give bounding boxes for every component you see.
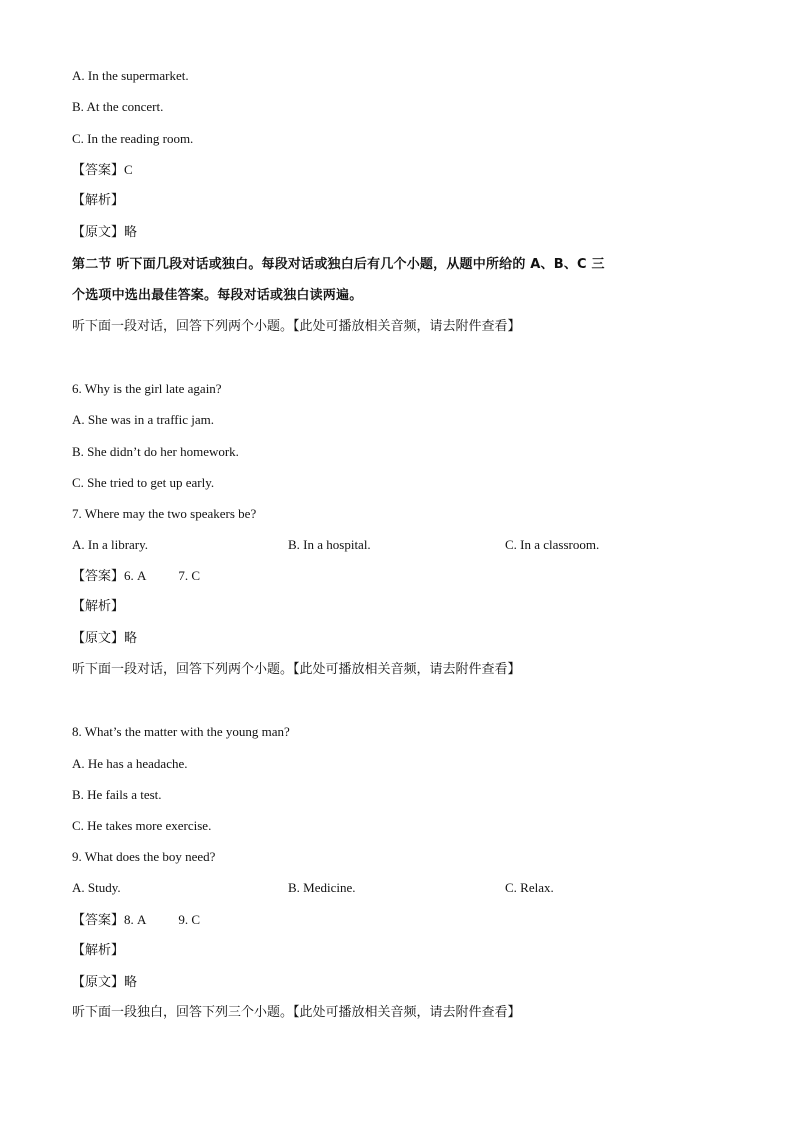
answer-label: 【答案】 [72, 163, 125, 178]
q7-option-a: A. In a library. [72, 537, 149, 552]
answer-label: 【答案】 [72, 913, 125, 928]
analysis-label-q6-7: 【解析】 [72, 599, 125, 614]
original-line-q6-7 [72, 629, 137, 648]
q7-option-b: B. In a hospital. [288, 537, 371, 552]
dialogue1-instruction: 听下面一段对话，回答下列两个小题。【此处可播放相关音频，请去附件查看】 [72, 319, 521, 334]
original-label: 【原文】 [72, 225, 125, 240]
section-heading-line2: 个选项中选出最佳答案。每段对话或独白读两遍。 [72, 288, 363, 303]
answer-value-7: 7. C [178, 568, 201, 583]
original-line-q8-9 [72, 973, 137, 992]
option-c-q5: C. In the reading room. [72, 131, 194, 146]
section-heading-line1: 第二节 听下面几段对话或独白。每段对话或独白后有几个小题，从题中所给的 A、B、C 三 [72, 257, 605, 272]
original-line-q5 [72, 223, 137, 242]
q9-options-row [72, 879, 722, 897]
original-value: 略 [124, 975, 138, 990]
q6-option-a: A. She was in a traffic jam. [72, 412, 214, 427]
original-value: 略 [124, 631, 138, 646]
q7-options-row [72, 536, 722, 554]
analysis-label-q5: 【解析】 [72, 193, 125, 208]
option-a-q5: A. In the supermarket. [72, 68, 189, 83]
original-label: 【原文】 [72, 631, 125, 646]
answer-line-q5 [72, 161, 133, 180]
answer-value-6: 6. A [124, 568, 147, 583]
q6-option-b: B. She didn’t do her homework. [72, 444, 239, 459]
original-value: 略 [124, 225, 138, 240]
q9-option-b: B. Medicine. [288, 880, 356, 895]
q7-option-c: C. In a classroom. [505, 537, 600, 552]
q8-option-c: C. He takes more exercise. [72, 818, 212, 833]
question-7: 7. Where may the two speakers be? [72, 506, 257, 521]
dialogue2-instruction: 听下面一段对话，回答下列两个小题。【此处可播放相关音频，请去附件查看】 [72, 662, 521, 677]
q8-option-a: A. He has a headache. [72, 756, 188, 771]
answer-value: C [124, 162, 133, 177]
answer-value-9: 9. C [178, 912, 201, 927]
analysis-label-q8-9: 【解析】 [72, 943, 125, 958]
answer-line-q8-9 [72, 911, 200, 930]
q9-option-a: A. Study. [72, 880, 121, 895]
option-b-q5: B. At the concert. [72, 99, 164, 114]
question-8: 8. What’s the matter with the young man? [72, 724, 290, 739]
q8-option-b: B. He fails a test. [72, 787, 162, 802]
question-6: 6. Why is the girl late again? [72, 381, 222, 396]
answer-value-8: 8. A [124, 912, 147, 927]
q9-option-c: C. Relax. [505, 880, 554, 895]
original-label: 【原文】 [72, 975, 125, 990]
question-9: 9. What does the boy need? [72, 849, 216, 864]
q6-option-c: C. She tried to get up early. [72, 475, 215, 490]
monologue-instruction: 听下面一段独白，回答下列三个小题。【此处可播放相关音频，请去附件查看】 [72, 1005, 521, 1020]
answer-label: 【答案】 [72, 569, 125, 584]
answer-line-q6-7 [72, 567, 200, 586]
